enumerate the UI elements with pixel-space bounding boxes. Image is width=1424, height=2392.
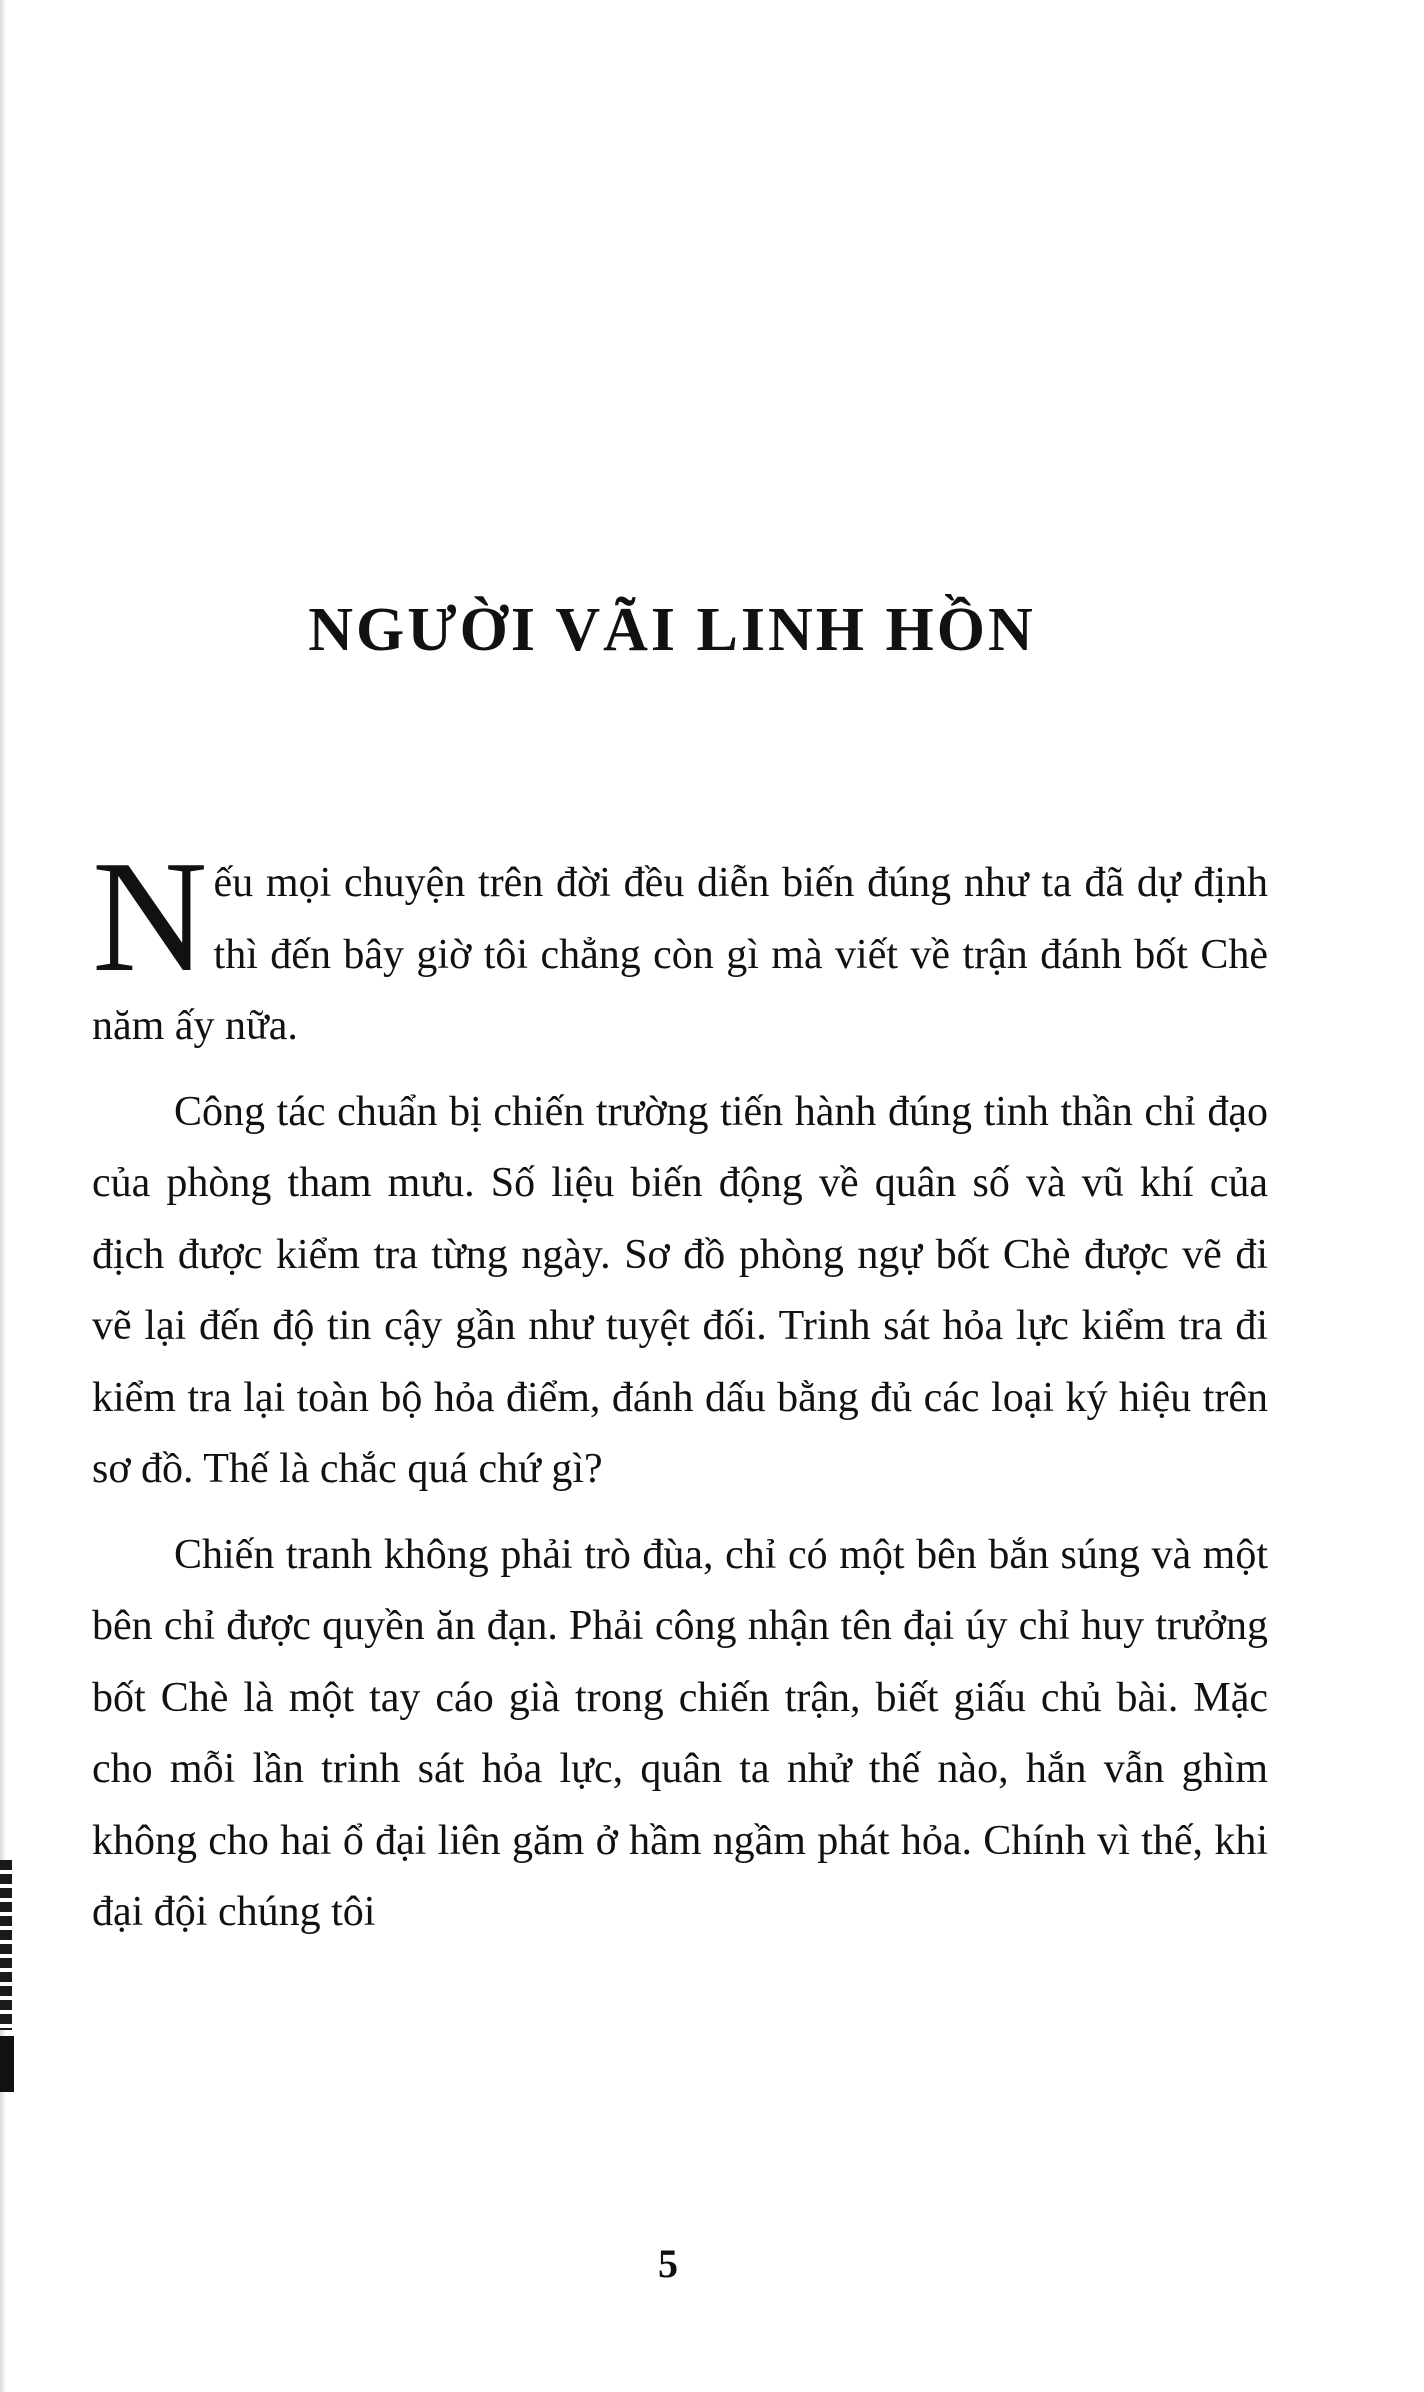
paragraph-3: Chiến tranh không phải trò đùa, chỉ có một bên bắn súng và một bên chỉ được quyền ăn đạn. Phải công nhận tên đại úy chỉ huy trưởng bốt Chè là một tay cáo già trong chiến trận, biết giấu chủ bài. Mặc cho mỗi lần trinh sát hỏa lực, quân ta nhử thế nào, hắn vẫn ghìm không cho hai ổ đại liên găm ở hầm ngầm phát hỏa. Chính vì thế, khi đại đội chúng tôi: [92, 1531, 1268, 1935]
paragraph-2: Công tác chuẩn bị chiến trường tiến hành đúng tinh thần chỉ đạo của phòng tham mưu. Số liệu biến động về quân số và vũ khí của địch được kiểm tra từng ngày. Sơ đồ phòng ngự bốt Chè được vẽ đi vẽ lại đến độ tin cậy gần như tuyệt đối. Trinh sát hỏa lực kiểm tra đi kiểm tra lại toàn bộ hỏa điểm, đánh dấu bằng đủ các loại ký hiệu trên sơ đồ. Thế là chắc quá chứ gì?: [92, 1088, 1268, 1492]
chapter-body: [92, 827, 1268, 1963]
chapter-title: NGƯỜI VÃI LINH HỒN: [308, 596, 1036, 664]
page-number: 5: [658, 2241, 678, 2286]
drop-cap: N: [92, 827, 208, 1005]
paragraph-1-text: ếu mọi chuyện trên đời đều diễn biến đúng như ta đã dự định thì đến bây giờ tôi chẳng còn gì mà viết về trận đánh bốt Chè năm ấy nữa.: [92, 860, 1268, 1049]
paragraph-1: [92, 827, 1268, 1063]
publisher-logo-text: [0, 1860, 12, 2030]
publisher-spine-mark: [0, 1860, 16, 2110]
publisher-logo-icon: [0, 2036, 14, 2092]
